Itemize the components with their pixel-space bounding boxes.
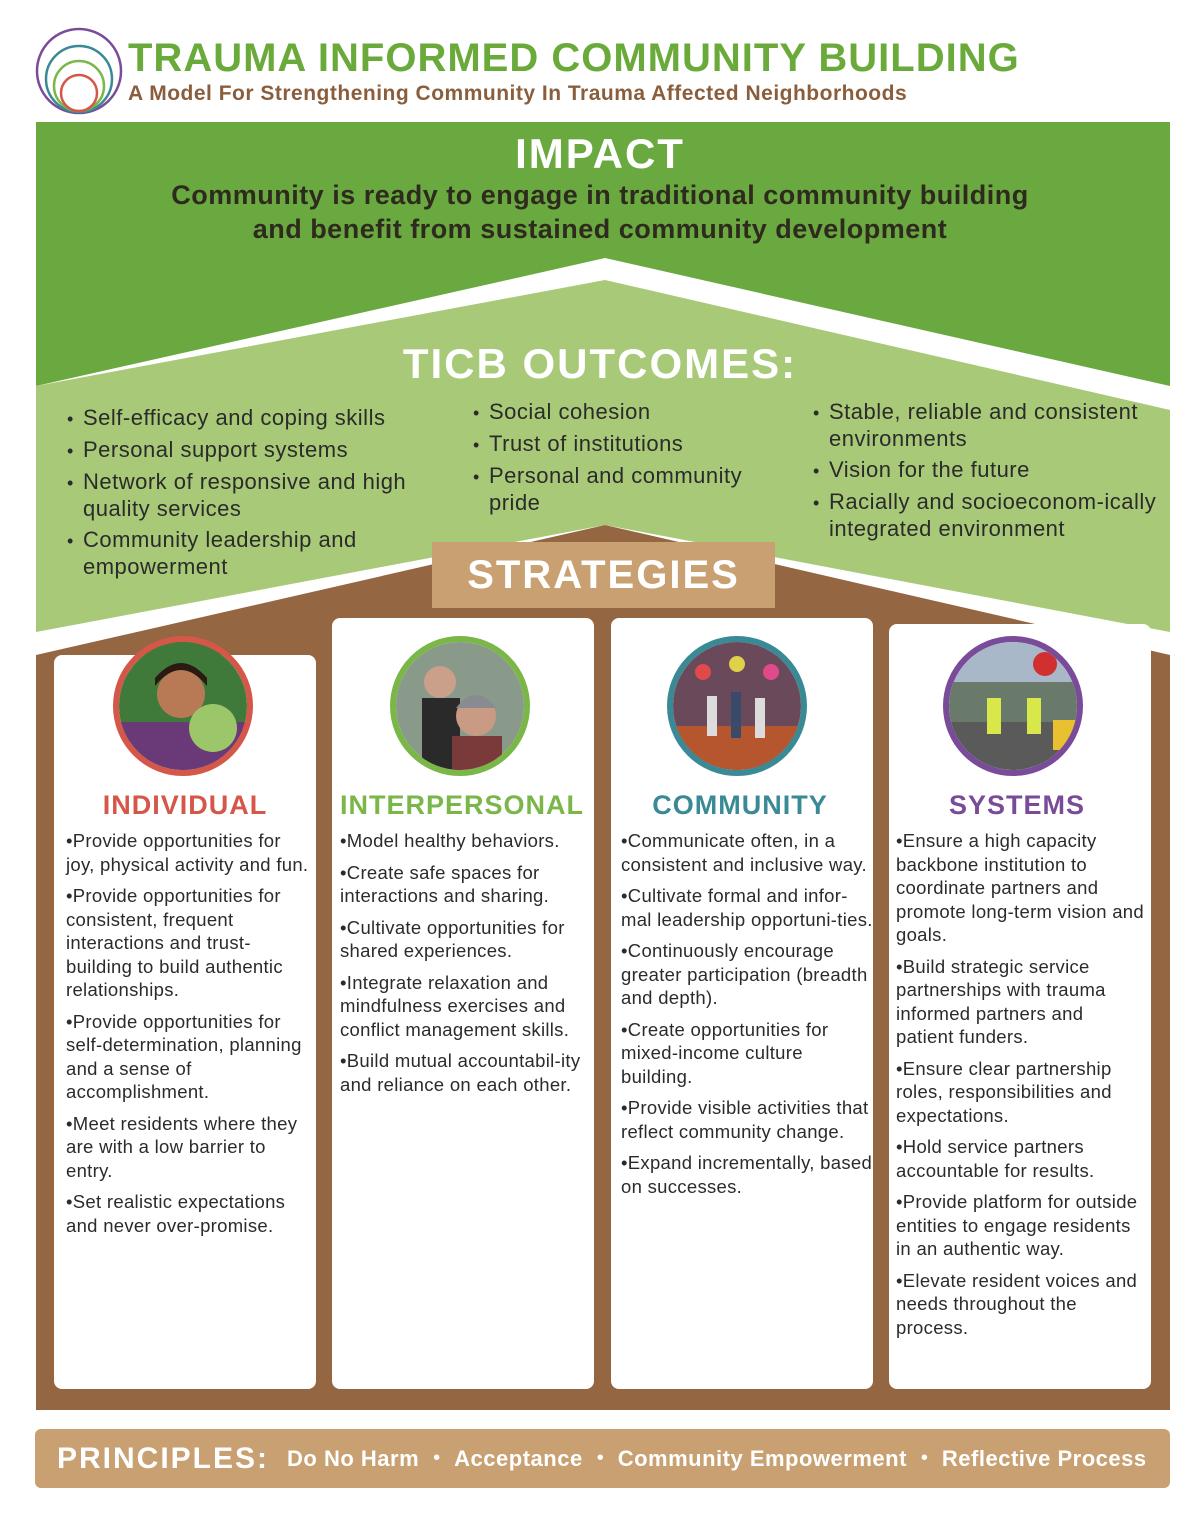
outcomes-column-2 <box>473 399 783 521</box>
systems-strategies-list <box>896 829 1146 1347</box>
principle-item: Community Empowerment <box>617 1445 907 1471</box>
impact-statement <box>100 178 1100 246</box>
strategy-item: • Create opportunities for mixed-income culture building. <box>621 1018 873 1089</box>
strategy-item: • Cultivate opportunities for shared experiences. <box>340 916 592 963</box>
strategy-item: • Provide visible activities that reflect community change. <box>621 1096 873 1143</box>
outcome-item: • Social cohesion <box>473 399 783 426</box>
strategy-item: • Continuously encourage greater participation (breadth and depth). <box>621 939 873 1010</box>
outcome-item: • Stable, reliable and consistent environments <box>813 399 1158 452</box>
outcomes-column-1 <box>67 405 427 585</box>
outcome-item: • Trust of institutions <box>473 431 783 458</box>
strategy-item: • Create safe spaces for interactions and sharing. <box>340 861 592 908</box>
page-title: TRAUMA INFORMED COMMUNITY BUILDING <box>128 36 1020 80</box>
strategy-item: • Provide opportunities for joy, physical activity and fun. <box>66 829 312 876</box>
principles-label: PRINCIPLES: <box>57 1441 270 1475</box>
strategy-item: • Communicate often, in a consistent and inclusive way. <box>621 829 873 876</box>
individual-title: INDIVIDUAL <box>102 790 268 820</box>
outcomes-heading: TICB OUTCOMES: <box>402 340 798 387</box>
strategy-item: • Elevate resident voices and needs throughout the process. <box>896 1269 1146 1340</box>
bullet-separator-icon: • <box>596 1447 604 1469</box>
impact-line-1: Community is ready to engage in traditional community building <box>171 180 1029 210</box>
outcome-item: • Racially and socioeconom-ically integrated environment <box>813 489 1158 542</box>
rings-logo-icon <box>34 26 124 116</box>
strategy-item: • Hold service partners accountable for results. <box>896 1135 1146 1182</box>
strategy-item: • Provide opportunities for self-determination, planning and a sense of accomplishment. <box>66 1010 312 1104</box>
community-strategies-list <box>621 829 873 1206</box>
interpersonal-title: INTERPERSONAL <box>339 790 585 820</box>
strategy-item: • Integrate relaxation and mindfulness exercises and conflict management skills. <box>340 971 592 1042</box>
outcome-item: • Vision for the future <box>813 457 1158 484</box>
interpersonal-photo-icon <box>390 636 530 776</box>
bullet-separator-icon: • <box>433 1447 441 1469</box>
outcome-item: • Network of responsive and high quality services <box>67 469 427 522</box>
impact-heading: IMPACT <box>515 130 685 177</box>
outcome-item: • Community leadership and empowerment <box>67 527 427 580</box>
outcome-item: • Personal support systems <box>67 437 427 464</box>
individual-strategies-list <box>66 829 312 1245</box>
community-photo-icon <box>667 636 807 776</box>
strategy-item: • Provide platform for outside entities to engage residents in an authentic way. <box>896 1190 1146 1261</box>
strategy-item: • Ensure a high capacity backbone institution to coordinate partners and promote long-term vision and goals. <box>896 829 1146 947</box>
principles-bar <box>35 1429 1170 1488</box>
principle-item: Acceptance <box>454 1445 583 1471</box>
strategy-item: • Build strategic service partnerships with trauma informed partners and patient funders. <box>896 955 1146 1049</box>
systems-title: SYSTEMS <box>948 790 1086 820</box>
strategy-item: • Build mutual accountabil-ity and reliance on each other. <box>340 1049 592 1096</box>
strategy-item: • Expand incrementally, based on successes. <box>621 1151 873 1198</box>
outcome-item: • Personal and community pride <box>473 463 783 516</box>
page-subtitle: A Model For Strengthening Community In Trauma Affected Neighborhoods <box>128 82 908 105</box>
bullet-separator-icon: • <box>920 1447 928 1469</box>
strategy-item: • Model healthy behaviors. <box>340 829 592 853</box>
interpersonal-strategies-list <box>340 829 592 1104</box>
systems-photo-icon <box>943 636 1083 776</box>
strategy-item: • Ensure clear partnership roles, responsibilities and expectations. <box>896 1057 1146 1128</box>
strategy-item: • Set realistic expectations and never over-promise. <box>66 1190 312 1237</box>
strategy-item: • Meet residents where they are with a low barrier to entry. <box>66 1112 312 1183</box>
strategy-item: • Cultivate formal and infor-mal leadership opportuni-ties. <box>621 884 873 931</box>
individual-photo-icon <box>113 636 253 776</box>
outcome-item: • Self-efficacy and coping skills <box>67 405 427 432</box>
strategies-label: STRATEGIES <box>432 542 775 608</box>
principle-item: Reflective Process <box>941 1445 1147 1471</box>
principle-item: Do No Harm <box>287 1445 420 1471</box>
community-title: COMMUNITY <box>652 790 828 820</box>
strategy-item: • Provide opportunities for consistent, frequent interactions and trust-building to build authentic relationships. <box>66 884 312 1002</box>
impact-line-2: and benefit from sustained community development <box>252 214 948 244</box>
outcomes-column-3 <box>813 399 1158 547</box>
